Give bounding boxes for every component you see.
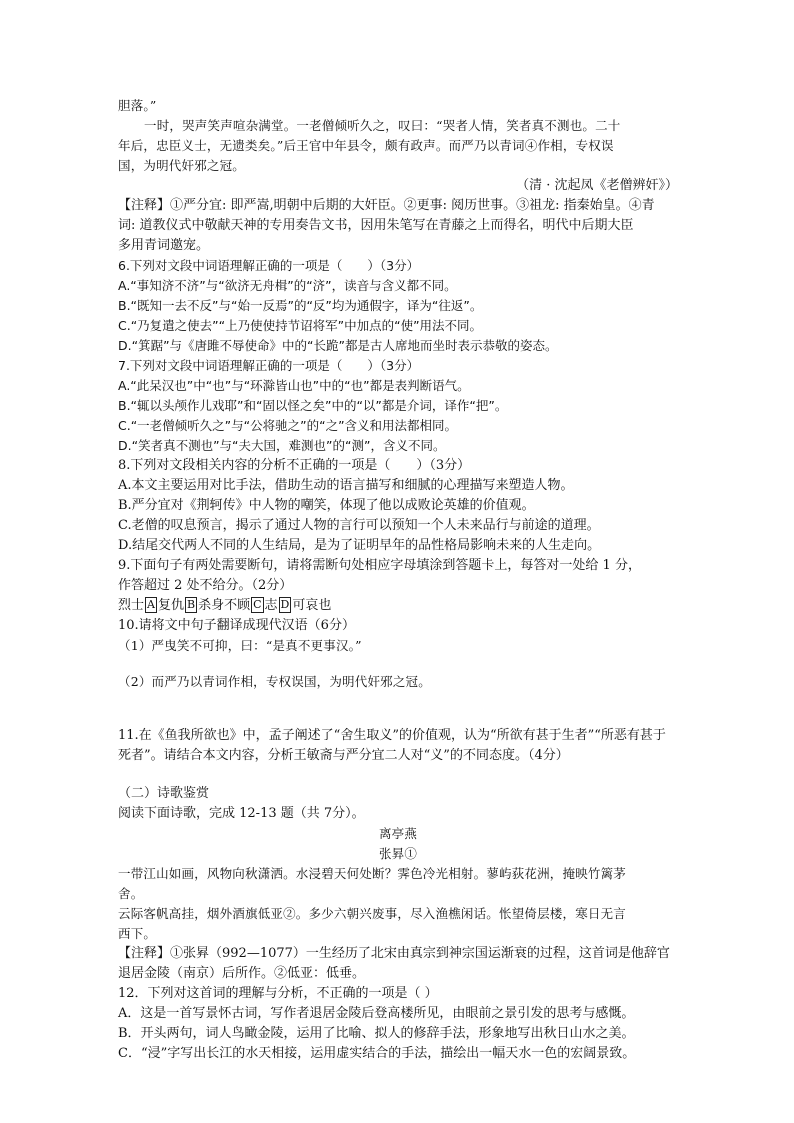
option-d: D.结尾交代两人不同的人生结局，是为了证明早年的品性格局影响未来的人生走向。 <box>118 538 601 553</box>
answer-space <box>118 656 678 672</box>
option-c: C．“浸”字写出长江的水天相接，运用虚实结合的手法，描绘出一幅天水一色的宏阔景致。 <box>118 1046 636 1061</box>
option-a: A.“此呆汉也”中“也”与“环滁皆山也”中的“也”都是表判断语气。 <box>118 378 470 393</box>
question-stem: 7.下列对文段中词语理解正确的一项是（ ）（3分） <box>118 358 420 373</box>
document-content <box>118 96 678 1064</box>
poem-body <box>118 864 678 944</box>
poem-author: 张昪① <box>378 846 418 861</box>
question-stem: 12．下列对这首词的理解与分析，不正确的一项是（ ） <box>118 986 438 1001</box>
poem-title: 离亭燕 <box>378 826 418 841</box>
annotation-line: 词: 道教仪式中敬献天神的专用奏告文书，因用朱笔写在青藤之上而得名，明代中后期大臣 <box>118 218 634 233</box>
sentence-text: 烈士 <box>118 598 145 613</box>
question-stem: 作答超过 2 处不给分。（2分） <box>118 578 293 593</box>
sentence-text: 杀身不顾 <box>198 598 251 613</box>
passage-line: 胆落。” <box>118 98 157 113</box>
annotation-2: 【注释】①张昪（992—1077）一生经历了北宋由真宗到神宗国运渐衰的过程，这首词是他辞官退居金陵（南京）后所作。②低亚：低垂。 <box>118 946 670 981</box>
option-b: B.“辄以头颅作儿戏耶”和“固以怪之矣”中的“以”都是介词，译作“把”。 <box>118 398 508 413</box>
option-a: A．这是一首写景怀古词，写作者退居金陵后登高楼所见，由眼前之景引发的思考与感慨。 <box>118 1006 635 1021</box>
passage <box>118 96 678 176</box>
question-stem: 6.下列对文段中词语理解正确的一项是（ ）（3分） <box>118 258 420 273</box>
question-8 <box>118 456 678 556</box>
annotation-line: 多用青词邀宠。 <box>118 238 210 253</box>
option-c: C.“一老僧倾听久之”与“公将驰之”的“之”含义和用法都相同。 <box>118 418 458 433</box>
section-instruction: 阅读下面诗歌，完成 12-13 题（共 7分）。 <box>118 806 365 821</box>
question-6 <box>118 256 678 356</box>
sentence-text: 志 <box>264 598 278 613</box>
option-a: A.本文主要运用对比手法，借助生动的语言描写和细腻的心理描写来塑造人物。 <box>118 478 574 493</box>
option-c: C.“乃复遣之使去”“上乃使使持节诏将军”中加点的“使”用法不同。 <box>118 318 483 333</box>
passage-line: 一时，哭声笑声喧杂满堂。一老僧倾听久之，叹曰：“哭者人情，笑者真不测也。二十 <box>144 118 621 133</box>
section-heading: （二）诗歌鉴赏 <box>118 786 210 801</box>
sentence-text: 可哀也 <box>292 598 332 613</box>
translate-sentence-1: （1）严曳笑不可抑，曰：“是真不更事汉。” <box>118 638 362 653</box>
option-d: D.“箕踞”与《唐雎不辱使命》中的“长跪”都是古人席地而坐时表示恭敬的姿态。 <box>118 338 558 353</box>
break-mark-d: D <box>280 598 290 611</box>
question-11: 11.在《鱼我所欲也》中，孟子阐述了“舍生取义”的价值观，认为“所欲有甚于生者”“所恶有甚于死者”。请结合本文内容，分析王敏斋与严分宜二人对“义”的不同态度。（4分） <box>118 728 666 763</box>
answer-space <box>118 692 678 726</box>
passage-source: （清 · 沈起凤《老僧辨奸》） <box>516 178 678 193</box>
annotation-line: 【注释】①严分宜: 即严嵩,明朝中后期的大奸臣。②更事: 阅历世事。③祖龙: 指秦始皇。④青 <box>118 198 655 213</box>
question-stem: 9.下面句子有两处需要断句，请将需断句处相应字母填涂到答题卡上，每答对一处给 1 分， <box>118 558 641 573</box>
segmentation-sentence <box>118 596 678 616</box>
break-mark-a: A <box>147 598 155 611</box>
question-stem: 10.请将文中句子翻译成现代汉语（6分） <box>118 618 355 633</box>
option-a: A.“事知济不济”与“欲济无舟楫”的“济”，读音与含义都不同。 <box>118 278 457 293</box>
break-mark-b: B <box>186 598 196 611</box>
option-b: B．开头两句，词人鸟瞰金陵，运用了比喻、拟人的修辞手法，形象地写出秋日山水之美。 <box>118 1026 635 1041</box>
option-b: B.“既知一去不反”与“始一反焉”的“反”均为通假字，译为“往返”。 <box>118 298 483 313</box>
question-9 <box>118 556 678 616</box>
answer-space <box>118 766 678 784</box>
translate-sentence-2: （2）而严乃以青词作相，专权误国，为明代奸邪之冠。 <box>118 674 431 689</box>
passage-line: 国，为明代奸邪之冠。 <box>118 158 246 173</box>
poem-line: 西下。 <box>118 926 157 941</box>
poem-line: 一带江山如画，风物向秋潇洒。水浸碧天何处断？霁色冷光相射。蓼屿荻花洲，掩映竹篱茅 <box>118 866 627 881</box>
annotation-1 <box>118 196 678 256</box>
question-stem: 8.下列对文段相关内容的分析不正确的一项是（ ）（3分） <box>118 458 471 473</box>
question-7 <box>118 356 678 456</box>
question-12 <box>118 984 678 1064</box>
option-b: B.严分宜对《荆轲传》中人物的嘲笑，体现了他以成败论英雄的价值观。 <box>118 498 535 513</box>
option-d: D.“笑者真不测也”与“夫大国，难测也”的“测”，含义不同。 <box>118 438 446 453</box>
break-mark-c: C <box>253 598 262 611</box>
poem-line: 舍。 <box>118 886 144 901</box>
passage-line: 年后，忠臣义士，无遗类矣。”后王官中年县令，颇有政声。而严乃以青词④作相，专权误 <box>118 138 614 153</box>
sentence-text: 复仇 <box>157 598 184 613</box>
question-10 <box>118 616 678 692</box>
poem-line: 云际客帆高挂，烟外酒旗低亚②。多少六朝兴废事，尽入渔樵闲话。怅望倚层楼，寒日无言 <box>118 906 627 921</box>
option-c: C.老僧的叹息预言，揭示了通过人物的言行可以预知一个人未来品行与前途的道理。 <box>118 518 600 533</box>
